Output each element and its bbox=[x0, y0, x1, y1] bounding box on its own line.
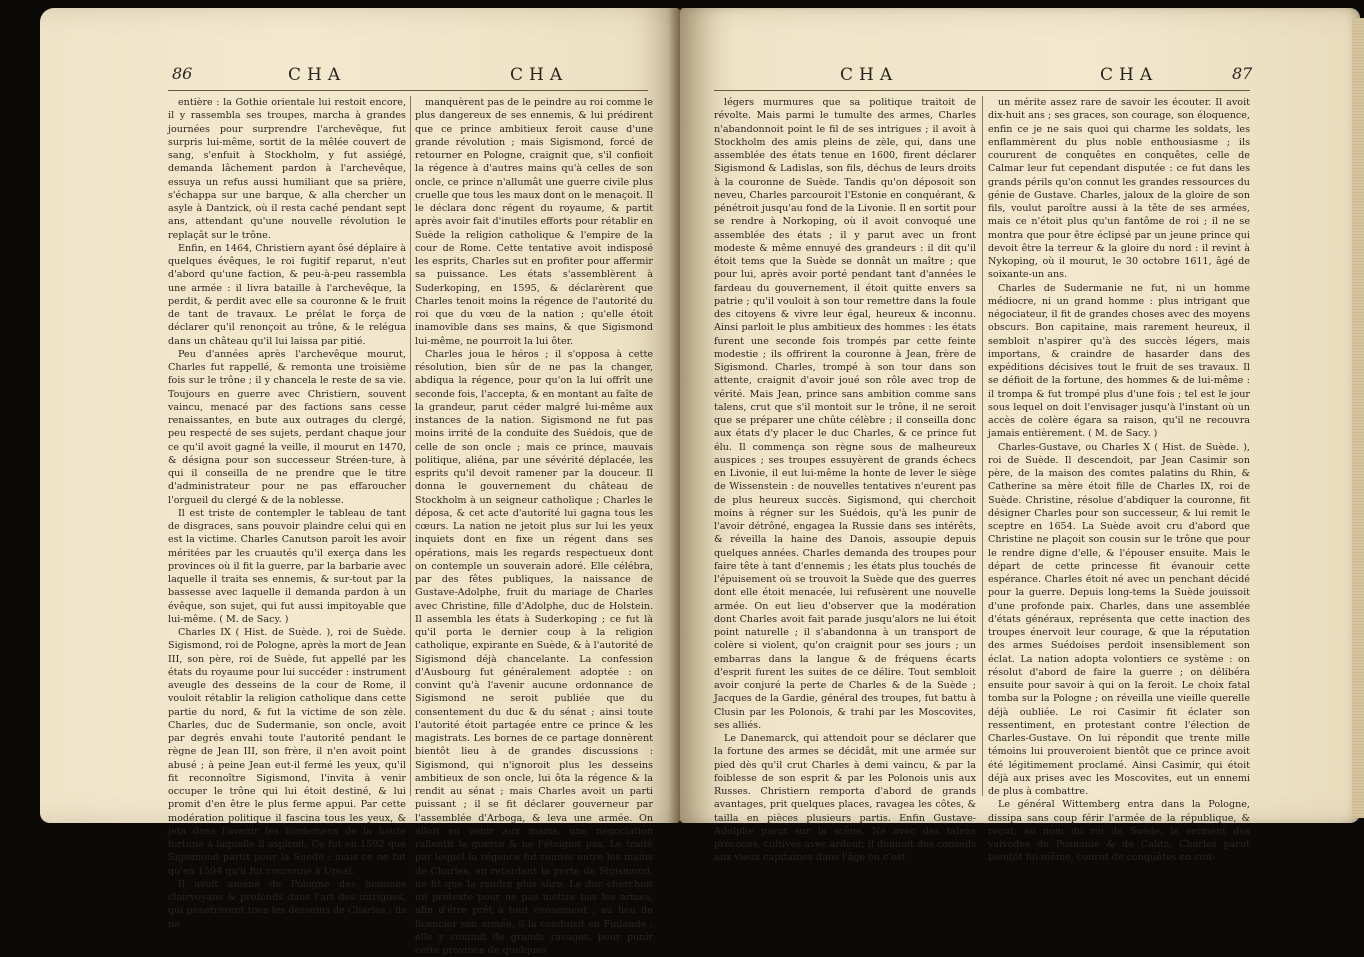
paragraph: manquèrent pas de le peindre au roi comme le plus dangereux de ses ennemis, & lui prédirent que ce prince ambitieux feroit cause d'une grande révolution ; mais Sigismond, forcé de retourner en Pologne, craignit que, s'il confioit la régence à d'autres mains qu'à celles de son oncle, ce prince n'allumât une guerre civile plus cruelle que tous les maux dont on le menaçoit. Il le déclara donc régent du royaume, & partit après avoir fait d'inutiles efforts pour rétablir en Suède la religion catholique & l'empire de la cour de Rome. Cette tentative avoit indisposé les esprits, Charles sut en profiter pour affermir sa puissance. Les états s'assemblèrent à Suderkoping, en 1595, & déclarèrent que Charles tenoit moins la régence de l'autorité du roi que du vœu de la nation ; qu'elle étoit inamovible dans ses mains, & que Sigismond lui-même, ne pourroit la lui ôter. bbox=[415, 97, 653, 347]
open-book bbox=[40, 8, 1360, 956]
paragraph: Il est triste de contempler le tableau de tant de disgraces, sans pouvoir plaindre celui qui en est la victime. Charles Canutson paroît les avoir méritées par les cruautés qu'il exerça dans les provinces où il fit la guerre, par la barbarie avec laquelle il traita ses ennemis, & sur-tout par la bassesse avec laquelle il demanda pardon à un évêque, son sujet, qui fut aussi impitoyable que lui-même. ( M. de Sacy. ) bbox=[168, 507, 406, 625]
paragraph: Charles de Sudermanie ne fut, ni un homme médiocre, ni un grand homme : plus intrigant que négociateur, il fit de grandes choses avec des moyens obscurs. Bon capitaine, mais rarement heureux, il sembloit n'aspirer qu'à des succès légers, mais importans, & craindre de hasarder dans des expéditions décisives tout le fruit de ses travaux. Il se défioit de la fortune, des hommes & de lui-même : il trompa & fut trompé plus d'une fois ; tel est le jour sous lequel on doit l'envisager jusqu'à l'instant où un accès de colère égara sa raison, qu'il ne recouvra jamais entièrement. ( M. de Sacy. ) bbox=[988, 282, 1250, 440]
paragraph: Il avoit amené de Pologne des hommes clairvoyans & profonds dans l'art des intrigues, qui pénétrèrent tous les desseins de Charles ; ils ne bbox=[168, 878, 406, 930]
paragraph: Le Danemarck, qui attendoit pour se déclarer que la fortune des armes se décidât, mit une armée sur pied dès qu'il crut Charles à demi vaincu, & par la foiblesse de son esprit & par les Polonois unis aux Russes. Christiern remporta d'abord de grands avantages, prit quelques places, ravagea les côtes, & tailla en pièces plusieurs partis. Enfin Gustave-Adolphe parut sur la scène. Né avec des talens précoces, cultivés avec ardeur, il donnoit des conseils aux vieux capitaines dans l'âge où c'est bbox=[714, 733, 976, 864]
column-divider-right bbox=[982, 96, 983, 796]
paragraph: Charles-Gustave, ou Charles X ( Hist. de Suède. ), roi de Suède. Il descendoit, par Jean Casimir son père, de la maison des comtes palatins du Rhin, & Catherine sa mère étoit fille de Charles IX, roi de Suède. Christine, résolue d'abdiquer la couronne, fit désigner Charles pour son successeur, & lui remit le sceptre en 1654. La Suède avoit cru d'abord que Christine ne plaçoit son cousin sur le trône que pour le rendre digne d'elle, & l'épouser ensuite. Mais le départ de cette princesse fit évanouir cette espérance. Charles étoit né avec un penchant décidé pour la guerre. Depuis long-tems la Suède jouissoit d'une profonde paix. Charles, dans une assemblée d'états généraux, représenta que cette inaction des troupes énervoit leur courage, & que la réputation des armes Suédoises perdoit insensiblement son éclat. La nation adopta volontiers ce système : on résolut d'abord de faire la guerre ; on délibéra ensuite pour savoir à qui on la feroit. Le choix fatal tomba sur la Pologne ; on réveilla une vieille querelle déjà oubliée. Le roi Casimir fit éclater son ressentiment, en protestant contre l'élection de Charles-Gustave. On lui répondit que trente mille témoins lui prouveroient bientôt que ce prince avoit été légitimement proclamé. Ainsi Casimir, qui étoit déjà aux prises avec les Moscovites, eut un ennemi de plus à combattre. bbox=[988, 441, 1250, 797]
page-edges bbox=[1352, 18, 1364, 818]
right-column-2 bbox=[988, 96, 1250, 864]
page-number-right: 87 bbox=[1232, 64, 1253, 83]
paragraph: Le général Wittemberg entra dans la Pologne, dissipa sans coup férir l'armée de la république, & reçut, au nom du roi de Suède, le serment des vaivodes de Posnanie & de Calitz. Charles parut bientôt lui-même, courut de conquêtes en con- bbox=[988, 799, 1250, 864]
page-number-left: 86 bbox=[172, 64, 193, 83]
header-rule-right bbox=[714, 90, 1250, 91]
right-page bbox=[680, 8, 1360, 864]
left-column-1 bbox=[168, 96, 407, 930]
running-head-left-2: CHA bbox=[510, 65, 569, 85]
left-page bbox=[40, 8, 680, 956]
column-divider-left bbox=[410, 96, 411, 796]
running-head-right-2: CHA bbox=[1100, 65, 1159, 85]
paragraph: légers murmures que sa politique traitoit de révolte. Mais parmi le tumulte des armes, Charles n'abandonnoit point le fil de ses intrigues ; il avoit à Stockholm des amis pleins de zèle, qui, dans une assemblée des états tenue en 1600, firent déclarer Sigismond & Ladislas, son fils, déchus de leurs droits à la couronne de Suède. Tandis qu'on déposoit son neveu, Charles parcouroit l'Estonie en conquérant, & pénétroit jusqu'au fond de la Livonie. Il en sortit pour se rendre à Norkoping, où il avoit convoqué une assemblée des états ; il y parut avec un front modeste & même ennuyé des grandeurs : il dit qu'il étoit tems que la Suède se donnât un maître ; que pour lui, après avoir porté pendant tant d'années le fardeau du gouvernement, il étoit quitte envers sa patrie ; qu'il vouloit à son tour remettre dans la foule des citoyens & vivre leur égal, heureux & inconnu. Ainsi parloit le plus ambitieux des hommes : les états furent une seconde fois trompés par cette feinte modestie ; ils offrirent la couronne à Jean, frère de Sigismond. Charles, trompé à son tour dans son attente, craignit d'avoir joué son rôle avec trop de vérité. Mais Jean, prince sans ambition comme sans talens, crut que s'il montoit sur le trône, il ne seroit que se préparer une chûte célèbre ; il conseilla donc aux états d'y placer le duc Charles, & ce prince fut élu. Il commença son règne sous de malheureux auspices ; ses troupes essuyèrent de grands échecs en Livonie, il eut lui-même la honte de lever le siège de Wissenstein : de nouvelles tentatives n'eurent pas de plus heureux succès. Sigismond, qui cherchoit moins à régner sur les Suédois, qu'à les punir de l'avoir détrôné, engagea la Russie dans ses intérêts, & réveilla la haine des Danois, assoupie depuis quelques années. Charles demanda des troupes pour faire tête à tant d'ennemis ; les états plus touchés de l'épuisement où se trouvoit la Suède que des guerres dont elle étoit menacée, lui refusèrent une nouvelle armée. On eut lieu d'observer que la modération dont Charles avoit fait parade jusqu'alors ne lui étoit point naturelle ; il s'abandonna à un transport de colère si violent, qu'on craignit pour ses jours ; un embarras dans la langue & de fréquens écarts d'esprit furent les suites de ce délire. Tout sembloit avoir conjuré la perte de Charles & de la Suède ; Jacques de la Gardie, général des troupes, fut battu à Clusin par les Polonois, & trahi par les Moscovites, ses alliés. bbox=[714, 97, 976, 731]
header-rule-left bbox=[168, 90, 648, 91]
running-head-right-1: CHA bbox=[840, 65, 899, 85]
paragraph: un mérite assez rare de savoir les écouter. Il avoit dix-huit ans ; ses graces, son courage, son éloquence, enfin ce je ne sais quoi qui charme les soldats, les enflammèrent du plus noble enthousiasme ; ils coururent de conquêtes en conquêtes, celle de Calmar leur fut cependant disputée : ce fut dans les grands périls qu'on connut les grandes ressources du génie de Gustave. Charles, jaloux de la gloire de son fils, voulut paroître aussi à la tête de ses armées, mais ce n'étoit plus qu'un fantôme de roi ; il ne se montra que pour être éclipsé par un jeune prince qui devoit être la terreur & la gloire du nord : il revint à Nykoping, où il mourut, le 30 octobre 1611, âgé de soixante-un ans. bbox=[988, 97, 1250, 281]
paragraph: Charles joua le héros ; il s'opposa à cette résolution, bien sûr de ne pas la changer, abdiqua la régence, pour qu'on la lui offrît une seconde fois, l'accepta, & en montant au faîte de la grandeur, parut céder malgré lui-même aux instances de la nation. Sigismond ne fut pas moins irrité de la conduite des Suédois, que de celle de son oncle ; mais ce prince, mauvais politique, aliéna, par une sévérité déplacée, les esprits qu'il devoit ramener par la douceur. Il donna le gouvernement du château de Stockholm à un seigneur catholique ; Charles le déposa, & cet acte d'autorité lui gagna tous les cœurs. La nation ne jetoit plus sur lui les yeux inquiets dont en fixe un régent dans ses opérations, mais les regards respectueux dont on contemple un souverain adoré. Elle célébra, par des fêtes publiques, la naissance de Gustave-Adolphe, fruit du mariage de Charles avec Christine, fille d'Adolphe, duc de Holstein. Il assembla les états à Suderkoping ; ce fut là qu'il porta le dernier coup à la religion catholique, expirante en Suède, & à l'autorité de Sigismond déjà chancelante. La confession d'Ausbourg fut généralement adoptée : on convint qu'à l'avenir aucune ordonnance de Sigismond ne seroit publiée que du consentement du duc & du sénat ; ainsi toute l'autorité étoit partagée entre ce prince & les magistrats. Les bornes de ce partage donnèrent bientôt lieu à de grandes discussions : Sigismond, qui n'ignoroit plus les desseins ambitieux de son oncle, lui ôta la régence & la rendit au sénat ; mais Charles avoit un parti puissant ; il se fit déclarer gouverneur par l'assemblée d'Arboga, & leva une armée. On alloit en venir aux mains, une négociation rallentit la guerre & ne l'éteignit pas. Le traité par lequel la régence fut remise entre les mains de Charles, en retardant la perte de Sigismond, ne fit que la rendre plus sûre. Le duc cherchoit un prétexte pour ne pas mettre bas les armes, afin d'être prêt à tout événement ; au lieu de licencier son armée, il la conduisit en Finlande ; elle y commit de grands ravages, pour punir cette province de quelques bbox=[415, 348, 653, 956]
paragraph: Peu d'années après l'archevêque mourut, Charles fut rappellé, & remonta une troisième fois sur le trône ; il y chancela le reste de sa vie. Toujours en guerre avec Christiern, souvent vaincu, menacé par des factions sans cesse renaissantes, en bute aux outrages du clergé, peu respecté de ses sujets, perdant chaque jour ce qu'il avoit gagné la veille, il mourut en 1470, & désigna pour son successeur Stréen-ture, à qui il conseilla de ne prendre que le titre d'administrateur pour ne pas effaroucher l'orgueil du clergé & de la noblesse. bbox=[168, 348, 406, 506]
paragraph: entière : la Gothie orientale lui restoit encore, il y rassembla ses troupes, marcha à grandes journées pour surprendre l'archevêque, fut surpris lui-même, sortit de la mêlée couvert de sang, s'enfuit à Stockholm, y fut assiégé, demanda lâchement pardon à l'archevêque, essuya un refus aussi humiliant que sa prière, s'échappa sur une barque, & alla chercher un asyle à Dantzick, où il resta caché pendant sept ans, attendant qu'une nouvelle révolution le replaçât sur le trône. bbox=[168, 97, 406, 241]
paragraph: Enfin, en 1464, Christiern ayant ôsé déplaire à quelques évêques, le roi fugitif reparut, n'eut d'abord qu'une faction, & peu-à-peu rassembla une armée : il livra bataille à l'archevêque, la perdit, & perdit avec elle sa couronne & le fruit de tant de travaux. Le prélat le força de déclarer qu'il renonçoit au trône, & le relégua dans un château qu'il lui laissa par pitié. bbox=[168, 242, 407, 347]
running-head-left-1: CHA bbox=[288, 65, 347, 85]
left-column-2 bbox=[415, 96, 653, 956]
paragraph: Charles IX ( Hist. de Suède. ), roi de Suède. Sigismond, roi de Pologne, après la mort de Jean III, son père, roi de Suède, fut appellé par les états du royaume pour lui succéder : instrument aveugle des desseins de la cour de Rome, il vouloit rétablir la religion catholique dans cette partie du nord, & fut la victime de son zèle. Charles, duc de Sudermanie, son oncle, avoit par degrés envahi toute l'autorité pendant le règne de Jean III, son frère, il n'en avoit point abusé ; à peine Jean eut-il fermé les yeux, qu'il fit reconnoître Sigismond, l'invita à venir occuper le trône qui lui étoit destiné, & lui promit d'en être le plus ferme appui. Par cette modération politique il fascina tous les yeux, & jeta dans l'avenir les fondemens de la haute fortune à laquelle il aspiroit. Ce fut en 1592 que Sigismond partit pour la Suède ; mais ce ne fut qu'en 1594 qu'il fut couronné à Upsal. bbox=[168, 627, 406, 877]
right-column-1 bbox=[714, 96, 976, 864]
